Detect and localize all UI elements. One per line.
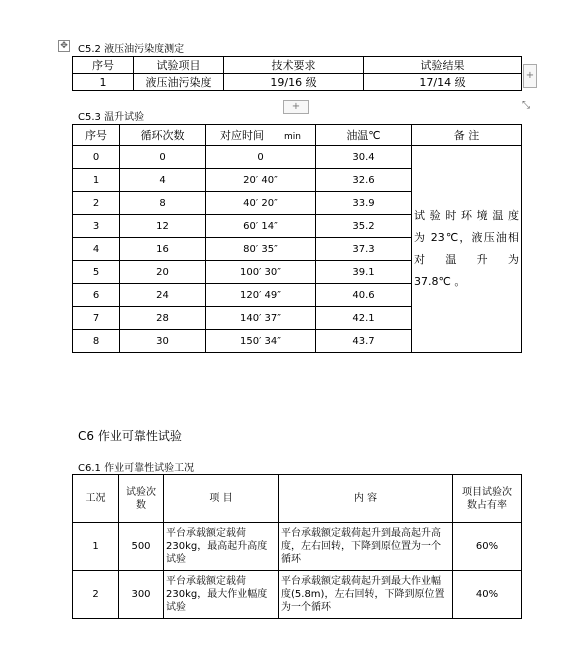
table-cell: 37.3 — [316, 238, 412, 261]
table-cell: 1 — [73, 169, 120, 192]
table-cell: 液压油污染度 — [134, 74, 224, 91]
table-cell: 300 — [119, 571, 164, 619]
header-text: 试验次数 — [126, 486, 156, 511]
table-cell: 500 — [119, 523, 164, 571]
table-cell: 20′ 40″ — [206, 169, 316, 192]
table-cell: 4 — [120, 169, 206, 192]
table-cell: 39.1 — [316, 261, 412, 284]
table-cell: 42.1 — [316, 307, 412, 330]
table-cell: 150′ 34″ — [206, 330, 316, 353]
section-title-c5-2: C5.2 液压油污染度测定 — [78, 44, 185, 55]
note-text — [412, 205, 521, 293]
table-cell: 120′ 49″ — [206, 284, 316, 307]
table-cell: 17/14 级 — [364, 74, 522, 91]
pollution-table — [72, 56, 522, 91]
table-cell: 28 — [120, 307, 206, 330]
table-cell: 1 — [73, 74, 134, 91]
table-cell: 8 — [73, 330, 120, 353]
table-cell: 平台承载额定载荷230kg，最大作业幅度试验 — [164, 571, 279, 619]
table-cell: 5 — [73, 261, 120, 284]
header-cell: 项 目 — [164, 475, 279, 523]
table-cell: 2 — [73, 571, 119, 619]
header-cell: 循环次数 — [120, 125, 206, 146]
table-cell: 平台承载额定载荷起升到最大作业幅度(5.8m)，左右回转，下降到原位置为一个循环 — [279, 571, 453, 619]
table-cell: 7 — [73, 307, 120, 330]
table-cell: 30 — [120, 330, 206, 353]
header-cell — [453, 475, 522, 523]
table-move-handle-icon[interactable]: ✥ — [58, 40, 70, 52]
header-cell — [206, 125, 316, 146]
table-cell: 24 — [120, 284, 206, 307]
header-cell: 备 注 — [412, 125, 522, 146]
table-cell: 平台承载额定载荷起升到最高起升高度，左右回转，下降到原位置为一个循环 — [279, 523, 453, 571]
header-unit: min — [284, 132, 301, 142]
table-cell: 43.7 — [316, 330, 412, 353]
table-cell: 0 — [206, 146, 316, 169]
table-cell: 2 — [73, 192, 120, 215]
table-cell: 40.6 — [316, 284, 412, 307]
table-cell: 19/16 级 — [224, 74, 364, 91]
header-text: 项目试验次数占有率 — [462, 486, 512, 511]
header-cell: 内 容 — [279, 475, 453, 523]
table-cell: 30.4 — [316, 146, 412, 169]
table-cell: 12 — [120, 215, 206, 238]
header-cell: 油温℃ — [316, 125, 412, 146]
table-cell: 60% — [453, 523, 522, 571]
section-title-c5-3: C5.3 温升试验 — [78, 112, 145, 123]
table-cell: 6 — [73, 284, 120, 307]
header-cell: 试验结果 — [364, 57, 522, 74]
table-cell: 35.2 — [316, 215, 412, 238]
reliability-conditions-table — [72, 474, 522, 619]
note-line: 为 23℃，液压油相 — [414, 231, 519, 244]
note-cell — [412, 146, 522, 353]
note-line: 试验时环境温度 — [414, 209, 519, 222]
header-cell: 技术要求 — [224, 57, 364, 74]
note-line: 对 温 升 为 — [414, 253, 519, 266]
table-cell: 8 — [120, 192, 206, 215]
table-cell: 平台承载额定载荷230kg，最高起升高度试验 — [164, 523, 279, 571]
header-cell: 工况 — [73, 475, 119, 523]
table-cell: 32.6 — [316, 169, 412, 192]
table-cell: 40% — [453, 571, 522, 619]
add-row-button[interactable]: + — [283, 100, 309, 114]
table-cell: 33.9 — [316, 192, 412, 215]
table-cell: 60′ 14″ — [206, 215, 316, 238]
header-cell: 试验项目 — [134, 57, 224, 74]
note-line: 37.8℃ 。 — [414, 275, 466, 288]
table-cell: 140′ 37″ — [206, 307, 316, 330]
table-resize-icon[interactable]: ⤡ — [522, 100, 530, 111]
header-cell: 序号 — [73, 125, 120, 146]
temperature-rise-table — [72, 124, 522, 353]
header-cell — [119, 475, 164, 523]
header-text: 对应时间 — [220, 129, 264, 142]
table-cell: 80′ 35″ — [206, 238, 316, 261]
section-title-c6-1: C6.1 作业可靠性试验工况 — [78, 463, 195, 474]
table-cell: 0 — [120, 146, 206, 169]
table-cell: 20 — [120, 261, 206, 284]
table-cell: 100′ 30″ — [206, 261, 316, 284]
table-cell: 0 — [73, 146, 120, 169]
table-cell: 3 — [73, 215, 120, 238]
section-title-c6: C6 作业可靠性试验 — [78, 429, 182, 443]
table-cell: 1 — [73, 523, 119, 571]
table-cell: 16 — [120, 238, 206, 261]
add-column-button[interactable]: + — [523, 64, 537, 88]
table-cell: 40′ 20″ — [206, 192, 316, 215]
header-cell: 序号 — [73, 57, 134, 74]
table-cell: 4 — [73, 238, 120, 261]
